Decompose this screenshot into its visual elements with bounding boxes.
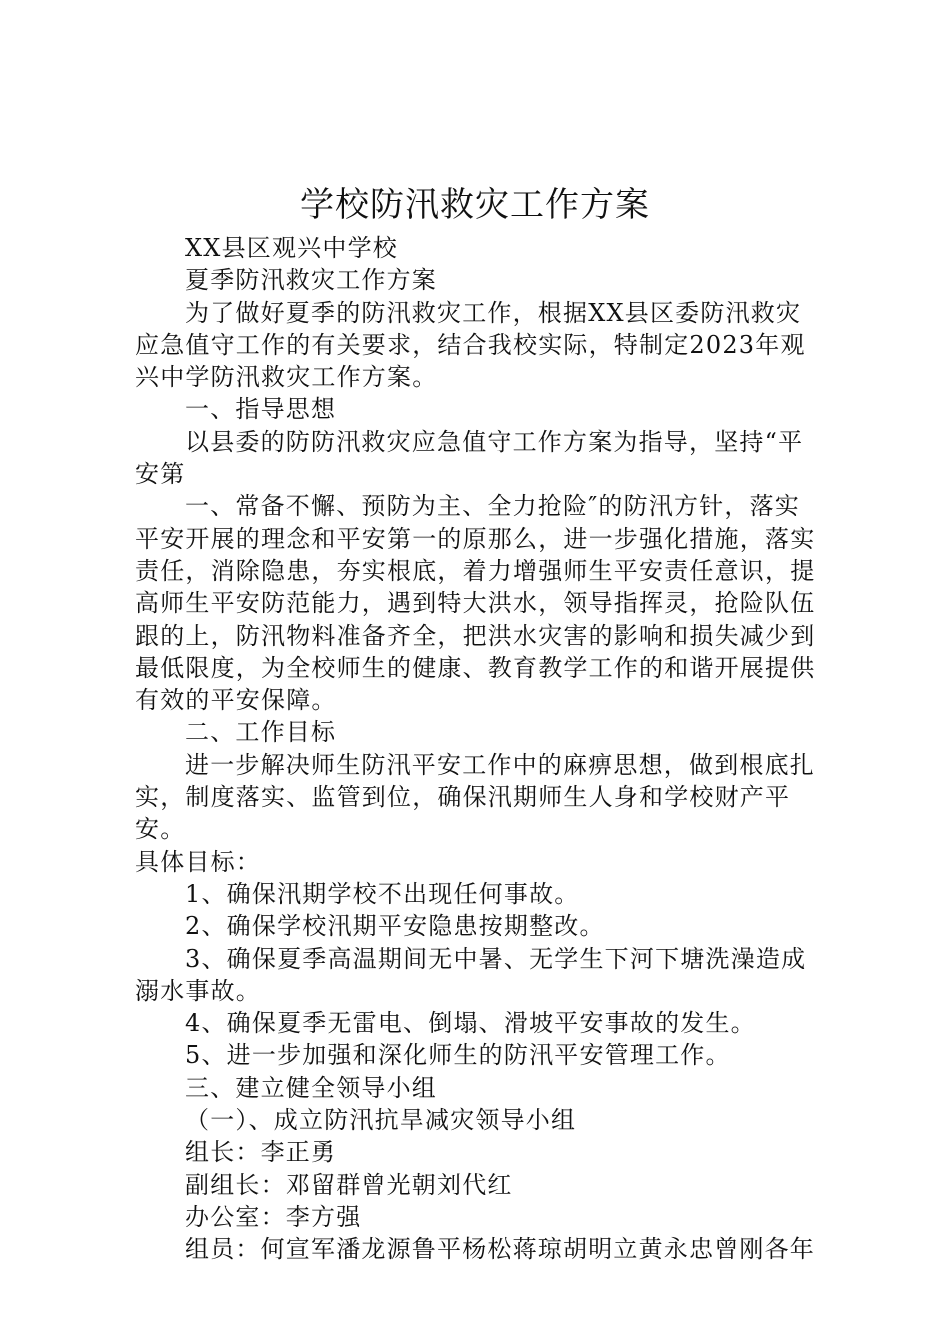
- members-line: 组员：何宣军潘龙源鲁平杨松蒋琼胡明立黄永忠曾刚各年: [185, 1235, 815, 1264]
- section-heading-leadership-group: 三、建立健全领导小组: [185, 1073, 437, 1102]
- work-goals-paragraph: 进一步解决师生防汛平安工作中的麻痹思想，做到根底扎 实，制度落实、监管到位，确保汛期师生人身和学校财产平安。 具体目标：: [135, 750, 815, 876]
- goal-item-5: 5、进一步加强和深化师生的防汛平安管理工作。: [185, 1041, 731, 1070]
- school-name: XX县区观兴中学校: [185, 234, 398, 262]
- document-title: 学校防汛救灾工作方案: [300, 185, 650, 225]
- goal-item-3: 3、确保夏季高温期间无中暑、无学生下河下塘洗澡造成 溺水事故。: [135, 944, 807, 1005]
- document-body: [135, 232, 835, 1266]
- office-line: 办公室：李方强: [185, 1202, 362, 1231]
- group-leader-line: 组长：李正勇: [185, 1138, 337, 1167]
- section-heading-guiding-ideology: 一、指导思想: [185, 395, 337, 424]
- guiding-principle-paragraph: 一、常备不懈、预防为主、全力抢险″的防汛方针，落实 平安开展的理念和平安第一的原那么，进一步强化措施，落实 责任，消除隐患，夯实根底，着力增强师生平安责任意识，提 高师生平安防范能力，遇到特大洪水，领导指挥灵，抢险队伍 跟的上，防汛物料准备齐全，把洪水灾害的影响和损失减少到 最低限度，为全校师生的健康、教育教学工作的和谐开展提供 有效的平安保障。: [135, 492, 816, 715]
- guiding-ideology-paragraph: 以县委的防防汛救灾应急值守工作方案为指导，坚持“平 安第: [135, 427, 804, 489]
- subsection-heading-establish-group: （一）、成立防汛抗旱减灾领导小组: [185, 1106, 577, 1135]
- goal-item-4: 4、确保夏季无雷电、倒塌、滑坡平安事故的发生。: [185, 1009, 756, 1038]
- section-heading-work-goals: 二、工作目标: [185, 718, 337, 747]
- deputy-leader-line: 副组长：邓留群曾光朝刘代红: [185, 1170, 513, 1199]
- intro-paragraph: 为了做好夏季的防汛救灾工作，根据XX县区委防汛救灾 应急值守工作的有关要求，结合我校实际，特制定2023年观 兴中学防汛救灾工作方案。: [135, 298, 806, 392]
- plan-subtitle: 夏季防汛救灾工作方案: [185, 266, 437, 295]
- goal-item-2: 2、确保学校汛期平安隐患按期整改。: [185, 912, 605, 941]
- goal-item-1: 1、确保汛期学校不出现任何事故。: [185, 879, 580, 908]
